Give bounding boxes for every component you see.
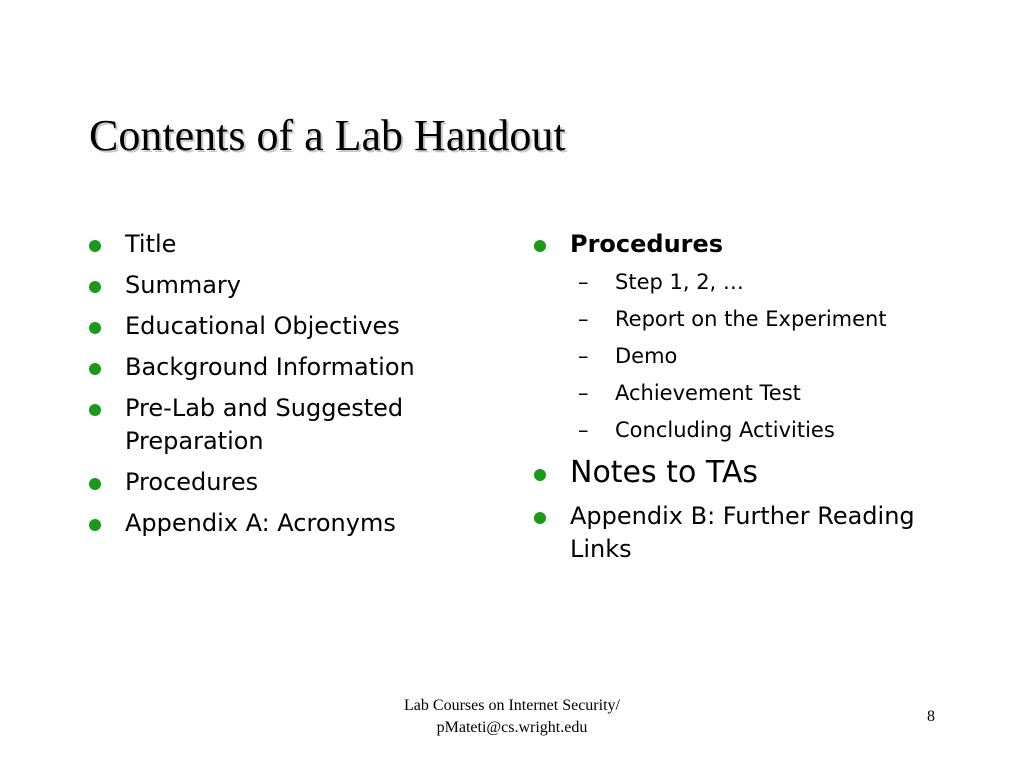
bullet-icon [534,240,546,252]
list-item-notes-to-tas [532,454,972,492]
sub-item-steps [570,267,972,298]
list-item-label: Educational Objectives [125,312,400,340]
list-item-label: Notes to TAs [570,455,758,490]
list-item-background-information [87,351,507,384]
list-item-label: Background Information [125,353,415,381]
right-column [532,228,972,574]
footer-course-line: Lab Courses on Internet Security/ [404,697,620,714]
left-bullet-list [87,228,507,540]
sub-item-label: Step 1, 2, … [615,270,744,294]
bullet-icon [89,478,101,490]
sub-item-label: Concluding Activities [615,418,835,442]
list-item-label: Summary [125,271,241,299]
sub-item-label: Demo [615,344,678,368]
bullet-icon [89,404,101,416]
dash-marker: – [578,307,589,331]
sub-item-label: Report on the Experiment [615,307,887,331]
page-number: 8 [927,708,935,725]
bullet-icon [534,512,546,524]
list-item-label: Title [125,230,177,258]
list-item-summary [87,269,507,302]
dash-marker: – [578,381,589,405]
left-column [87,228,507,548]
bullet-icon [89,240,101,252]
list-item-label: Procedures [570,230,724,258]
dash-marker: – [578,344,589,368]
bullet-icon [534,469,546,481]
list-item-pre-lab [87,392,507,458]
sub-item-concluding-activities [570,415,972,446]
sub-item-demo [570,341,972,372]
list-item-procedures [87,466,507,499]
list-item-label: Pre-Lab and Suggested Preparation [125,394,404,455]
dash-marker: – [578,418,589,442]
list-item-label: Procedures [125,468,259,496]
right-bullet-list [532,228,972,566]
footer [330,695,694,739]
slide-title: Contents of a Lab Handout [89,111,566,160]
sub-item-achievement-test [570,378,972,409]
list-item-procedures-detail [532,228,972,446]
list-item-title [87,228,507,261]
sub-item-label: Achievement Test [615,381,801,405]
dash-marker: – [578,270,589,294]
bullet-icon [89,519,101,531]
sub-item-report [570,304,972,335]
bullet-icon [89,281,101,293]
bullet-icon [89,322,101,334]
bullet-icon [89,363,101,375]
list-item-label: Appendix B: Further Reading Links [570,502,915,563]
procedures-sub-list [570,267,972,446]
list-item-educational-objectives [87,310,507,343]
list-item-appendix-a [87,507,507,540]
list-item-label: Appendix A: Acronyms [125,509,396,537]
list-item-appendix-b [532,500,972,566]
footer-email-line: pMateti@cs.wright.edu [436,719,588,736]
